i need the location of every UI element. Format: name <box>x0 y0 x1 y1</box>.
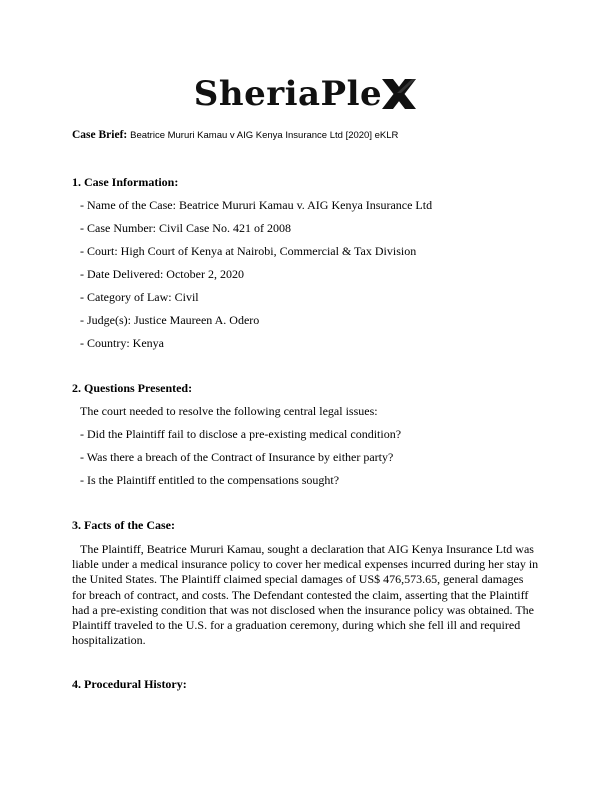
question-item: - Is the Plaintiff entitled to the compensations sought? <box>80 473 340 487</box>
case-brief-line <box>72 129 398 141</box>
question-item: - Was there a breach of the Contract of Insurance by either party? <box>80 450 394 464</box>
question-item: - Did the Plaintiff fail to disclose a pre-existing medical condition? <box>80 427 402 441</box>
sheriaplex-logo <box>0 74 612 114</box>
questions-intro: The court needed to resolve the following central legal issues: <box>80 404 378 418</box>
case-info-date: - Date Delivered: October 2, 2020 <box>80 267 244 281</box>
x-mark-logo-icon <box>380 76 418 112</box>
case-brief-title: Beatrice Mururi Kamau v AIG Kenya Insurance Ltd [2020] eKLR <box>130 130 399 141</box>
facts-paragraph: The Plaintiff, Beatrice Mururi Kamau, sought a declaration that AIG Kenya Insurance Ltd was liable under a medical insurance policy to cover her medical expenses incurred during her stay in the United States. The Plaintiff claimed special damages of US$ 476,573.65, general damages for breach of contract, and costs. The Defendant contested the claim, asserting that the Plaintiff had a pre-existing condition that was not disclosed when the insurance policy was obtained. The Plaintiff traveled to the U.S. for a graduation ceremony, during which she fell ill and required hospitalization. <box>72 542 539 648</box>
case-info-number: - Case Number: Civil Case No. 421 of 2008 <box>80 221 291 235</box>
section-heading-case-information: 1. Case Information: <box>72 175 179 189</box>
logo-wordmark: SheriaPle <box>193 74 383 114</box>
section-heading-procedural-history: 4. Procedural History: <box>72 677 187 691</box>
case-info-category: - Category of Law: Civil <box>80 290 199 304</box>
case-brief-label: Case Brief: <box>72 129 128 141</box>
section-heading-facts: 3. Facts of the Case: <box>72 518 175 532</box>
section-heading-questions-presented: 2. Questions Presented: <box>72 381 193 395</box>
case-info-name: - Name of the Case: Beatrice Mururi Kamau v. AIG Kenya Insurance Ltd <box>80 198 433 212</box>
case-info-country: - Country: Kenya <box>80 336 164 350</box>
case-info-court: - Court: High Court of Kenya at Nairobi, Commercial & Tax Division <box>80 244 417 258</box>
case-info-judges: - Judge(s): Justice Maureen A. Odero <box>80 313 260 327</box>
